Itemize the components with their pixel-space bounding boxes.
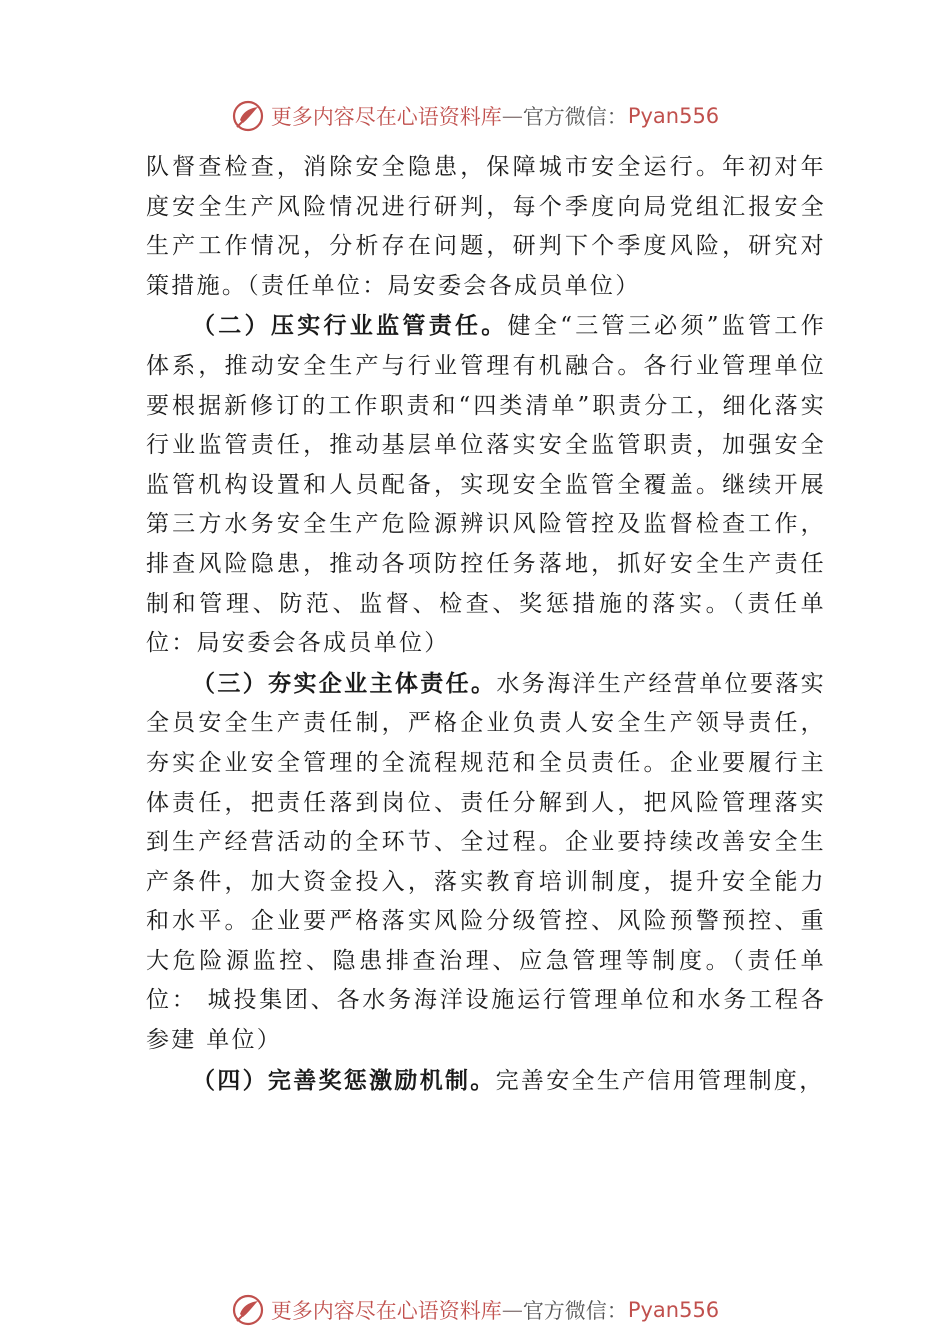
banner-separator: — [501,1298,523,1322]
banner-main-text: 更多内容尽在心语资料库 [270,1299,502,1323]
section-heading-2: （二）压实行业监管责任。 [192,312,508,340]
paragraph-1-text: 队督查检查，消除安全隐患，保障城市安全运行。年初对年度安全生产风险情况进行研判，每个季度向局党组汇报安全生产工作情况，分析存在问题，研判下个季度风险，研究对策措施。（责任单位：局安委会各成员单位） [146,154,826,299]
paragraph-3-text: 水务海洋生产经营单位要落实全员安全生产责任制，严格企业负责人安全生产领导责任，夯实企业安全管理的全流程规范和全员责任。企业要履行主体责任，把责任落到岗位、责任分解到人，把风险管理落实到生产经营活动的全环节、全过程。企业要持续改善安全生产条件，加大资金投入，落实教育培训制度，提升安全能力和水平。企业要严格落实风险分级管控、风险预警预控、重大危险源监控、隐患排查治理、应急管理等制度。（责任单位： 城投集团、各水务海洋设施运行管理单位和水务工程各参建 单位） [146,670,826,1054]
paragraph-4 [146,1061,826,1102]
banner-wechat-id: Pyan556 [627,104,720,128]
paragraph-1 [146,148,826,306]
paragraph-2-text: 健全“三管三必须”监管工作体系，推动安全生产与行业管理有机融合。各行业管理单位要根据新修订的工作职责和“四类清单”职责分工，细化落实行业监管责任，推动基层单位落实安全监管职责，加强安全监管机构设置和人员配备，实现安全监管全覆盖。继续开展第三方水务安全生产危险源辨识风险管控及监督检查工作，排查风险隐患，推动各项防控任务落地，抓好安全生产责任制和管理、防范、监督、检查、奖惩措施的落实。（责任单位：局安委会各成员单位） [146,313,826,657]
section-heading-3: （三）夯实企业主体责任。 [192,669,497,697]
banner-main-text: 更多内容尽在心语资料库 [270,105,502,129]
banner-wechat-label: 官方微信： [522,1299,628,1323]
banner-separator: — [501,104,523,128]
banner-wechat-label: 官方微信： [522,105,628,129]
section-heading-4: （四）完善奖惩激励机制。 [192,1066,496,1094]
paragraph-3 [146,664,826,1061]
footer-watermark [0,1290,950,1330]
header-watermark [0,96,950,136]
document-body [146,148,826,1101]
paragraph-4-text: 完善安全生产信用管理制度， [495,1067,825,1094]
paragraph-2 [146,306,826,663]
banner-wechat-id: Pyan556 [627,1298,720,1322]
brand-logo-icon [231,1293,265,1327]
brand-logo-icon [231,99,265,133]
